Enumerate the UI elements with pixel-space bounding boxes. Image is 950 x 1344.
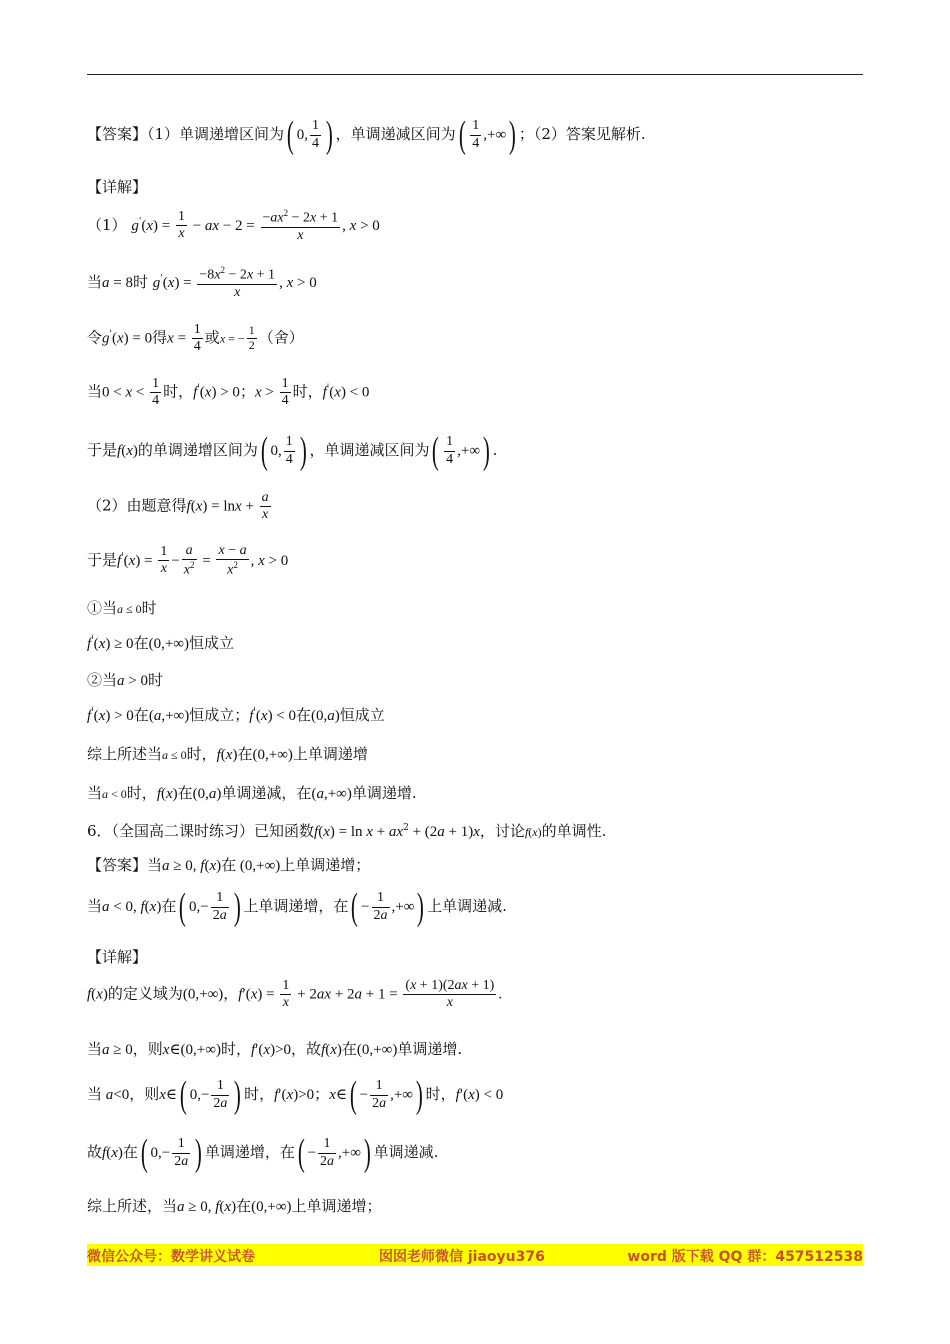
sol1-line4: 当0 < x < $\frac{1}{4}$ 时，f'(x) > 0；x > $\frac{1}{4}$ 时，f'(x) < 0 [87,376,370,409]
sol2-case2: ②当a > 0时 [87,671,163,689]
sol1-line2: 当a = 8时 g'(x) = $\frac{-8x^2 - 2x + 1}{x}$ , x > 0 [87,265,317,300]
sol2-summary2: 当a < 0时，f(x)在(0,a)单调递减，在(a,+∞)单调递增. [87,784,417,802]
sol2-line2: 于是f'(x) = $\frac{1}{x}$ − $\frac{a}{x^2}$ = $\frac{x - a}{x^2}$ , x > 0 [87,543,289,578]
q6-detail-tag: 【详解】 [87,948,148,966]
sol2-case1: ①当a ≤ 0时 [87,599,157,617]
answer-line: 【答案】（1）单调递增区间为( 0, $\frac{1}{4}$ ) ，单调递减区间为( $\frac{1}{4}$ ,+∞) ；（2）答案见解析. [87,114,646,156]
sol2-line1: （2）由题意得f(x) = lnx + $\frac{a}{x}$ [87,490,269,523]
q6-answer1: 【答案】当a ≥ 0, f(x)在 (0,+∞)上单调递增； [87,856,371,874]
answer-tag: 【答案】 [87,125,148,143]
footer-center: 囡囡老师微信 jiaoyu376 [379,1249,545,1265]
sol2-case2b: f'(x) > 0在(a,+∞)恒成立；f'(x) < 0在(0,a)恒成立 [87,706,385,724]
sol1-line1: （1） g'(x) = $\frac{1}{x}$ − ax − 2 = $\frac{-ax^2 - 2x + 1}{x}$ , x > 0 [87,208,380,243]
sol2-summary1: 综上所述当a ≤ 0时，f(x)在(0,+∞)上单调递增 [87,745,368,763]
q6-detail2: 当a ≥ 0，则x∈(0,+∞)时，f′(x)>0，故f(x)在(0,+∞)单调递增. [87,1040,463,1058]
q6-statement: 6．（全国高二课时练习）已知函数$f(x) = \ln x + ax^2 + (2a + 1)x$，讨论f(x)的单调性. [87,822,607,840]
detail-tag: 【详解】 [87,178,148,196]
header-rule [87,74,863,75]
sol1-line5: 于是f(x)的单调递增区间为( 0, $\frac{1}{4}$ ) ，单调递减区间为( $\frac{1}{4}$ ,+∞) . [87,430,498,472]
q6-detail1: f(x)的定义域为(0,+∞)，f′(x) = $\frac{1}{x}$ + 2ax + 2a + 1 = $\frac{(x + 1)(2ax + 1)}{x}$ . [87,978,503,1011]
q6-detail4: 故f(x)在( 0,− $\frac{1}{2a}$ ) 单调递增，在( − $\frac{1}{2a}$ ,+∞) 单调递减. [87,1132,439,1174]
q6-detail5: 综上所述，当a ≥ 0, f(x)在(0,+∞)上单调递增； [87,1197,382,1215]
footer-banner [87,1244,863,1266]
q6-answer2: 当a < 0, f(x)在( 0,− $\frac{1}{2a}$ ) 上单调递增，在( − $\frac{1}{2a}$ ,+∞) 上单调递减. [87,886,507,928]
footer-right: word 版下载 QQ 群：457512538 [627,1249,863,1265]
sol1-line3: 令g'(x) = 0得x = $\frac{1}{4}$ 或x = − $\frac{1}{2}$ （舍） [87,322,304,355]
q6-detail3: 当 a<0，则x∈( 0,− $\frac{1}{2a}$ ) 时，f′(x)>0；x∈( − $\frac{1}{2a}$ ,+∞) 时，f′(x) < 0 [87,1074,504,1116]
sol2-case1b: f'(x) ≥ 0在(0,+∞)恒成立 [87,634,234,652]
footer-left: 微信公众号：数学讲义试卷 [87,1249,255,1265]
